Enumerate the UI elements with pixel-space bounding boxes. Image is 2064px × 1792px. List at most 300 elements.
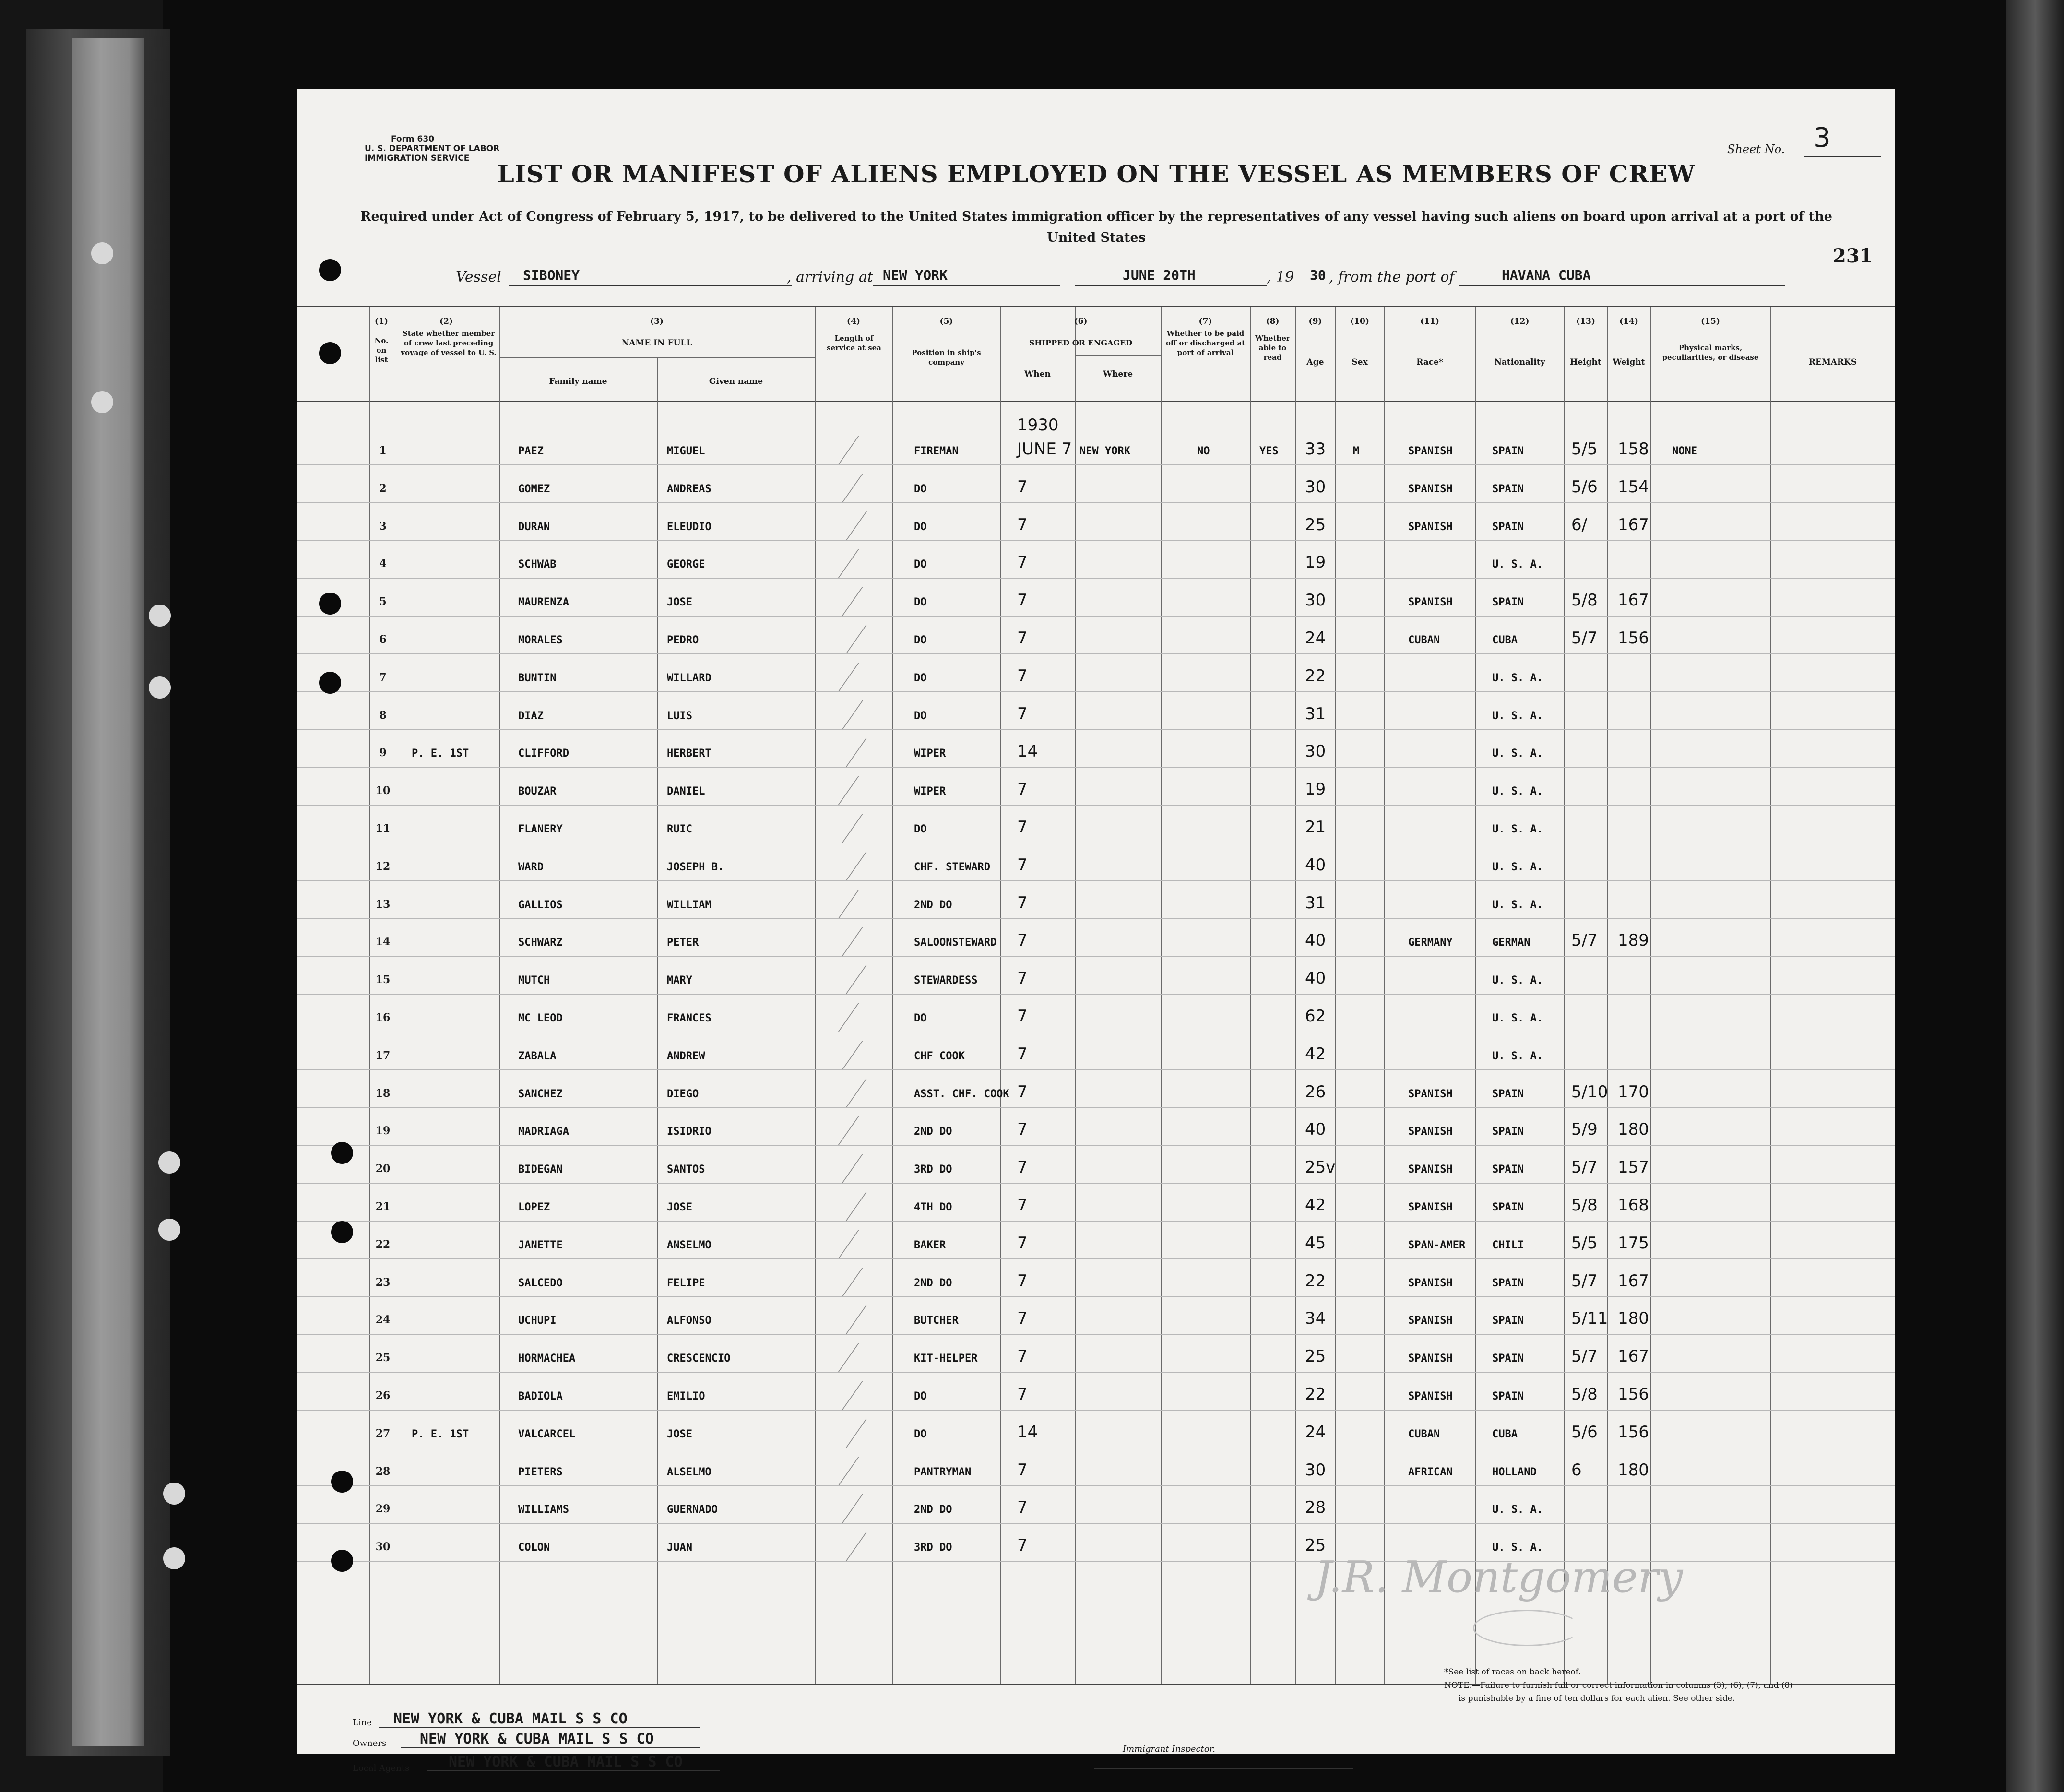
- col-line: [1335, 307, 1336, 1684]
- cell-weight: 156: [1618, 629, 1649, 648]
- cell-position: DO: [914, 521, 927, 533]
- sheet-no-value: 3: [1814, 122, 1831, 154]
- cell-weight: 167: [1618, 1347, 1649, 1366]
- binder-hole: [91, 242, 113, 264]
- cell-height: 5/8: [1571, 1385, 1598, 1404]
- cell-nationality: SPAIN: [1492, 1088, 1524, 1100]
- col-line: [1000, 307, 1001, 1684]
- from-port: HAVANA CUBA: [1502, 267, 1591, 283]
- form-id: [365, 134, 500, 163]
- col-num-12: (12): [1510, 317, 1530, 326]
- cell-position: DO: [914, 558, 927, 571]
- cell-race: AFRICAN: [1408, 1466, 1453, 1478]
- row-number: 20: [375, 1163, 391, 1175]
- owners-label: Owners: [353, 1738, 387, 1748]
- note-penalty-2: is punishable by a fine of ten dollars for each alien. See other side.: [1459, 1694, 1735, 1703]
- cell-nationality: HOLLAND: [1492, 1466, 1537, 1478]
- cell-race: SPANISH: [1408, 445, 1453, 457]
- row-rule: [297, 1410, 1895, 1411]
- cell-when-shipped: 7: [1017, 515, 1028, 534]
- cell-nationality: U. S. A.: [1492, 710, 1543, 722]
- cell-family-name: MUTCH: [518, 974, 550, 987]
- cell-age: 28: [1305, 1498, 1326, 1518]
- row-number: 22: [375, 1238, 391, 1251]
- line-label: Line: [353, 1718, 372, 1728]
- row-number: 3: [379, 520, 387, 533]
- cell-family-name: SCHWARZ: [518, 937, 563, 949]
- row-rule: [297, 1069, 1895, 1070]
- cell-when-shipped: 7: [1017, 1082, 1028, 1102]
- cell-when-shipped: 7: [1017, 893, 1028, 913]
- cell-age: 30: [1305, 591, 1326, 610]
- cell-race: SPANISH: [1408, 1163, 1453, 1176]
- col-num-13: (13): [1576, 317, 1595, 326]
- cell-age: 40: [1305, 931, 1326, 950]
- row-number: 8: [379, 709, 387, 722]
- cell-family-name: MADRIAGA: [518, 1126, 569, 1138]
- col-num-6: (6): [1074, 317, 1088, 326]
- cell-nationality: U. S. A.: [1492, 558, 1543, 571]
- cell-able-to-read: YES: [1259, 445, 1279, 457]
- cell-when-shipped: 7: [1017, 1498, 1028, 1518]
- vessel-name: SIBONEY: [523, 267, 580, 283]
- cell-position: PANTRYMAN: [914, 1466, 972, 1478]
- row-rule: [297, 653, 1895, 654]
- header-nationality: Nationality: [1494, 357, 1545, 367]
- cell-given-name: JOSE: [667, 1428, 692, 1440]
- header-given-name: Given name: [709, 377, 763, 386]
- cell-age: 42: [1305, 1196, 1326, 1215]
- cell-family-name: BADIOLA: [518, 1390, 563, 1402]
- col-line: [1161, 307, 1162, 1684]
- check-mark-icon: [837, 1419, 867, 1448]
- row-number: 30: [375, 1541, 391, 1554]
- row-number: 18: [375, 1087, 391, 1100]
- header-position: Position in ship's company: [912, 348, 981, 367]
- cell-age: 30: [1305, 742, 1326, 761]
- cell-nationality: SPAIN: [1492, 1277, 1524, 1289]
- cell-family-name: WILLIAMS: [518, 1504, 569, 1516]
- cell-nationality: U. S. A.: [1492, 1050, 1543, 1062]
- cell-weight: 154: [1618, 477, 1649, 497]
- row-number: 11: [375, 822, 391, 835]
- vessel-underline: [509, 285, 792, 286]
- header-age: Age: [1306, 357, 1324, 367]
- cell-family-name: SCHWAB: [518, 558, 557, 571]
- row-rule: [297, 767, 1895, 768]
- cell-weight: 180: [1618, 1460, 1649, 1480]
- cell-family-name: JANETTE: [518, 1239, 563, 1251]
- form-department: U. S. DEPARTMENT OF LABOR: [365, 144, 500, 154]
- cell-nationality: U. S. A.: [1492, 785, 1543, 798]
- form-service: IMMIGRATION SERVICE: [365, 154, 470, 163]
- cell-physical-marks: NONE: [1672, 445, 1697, 457]
- cell-height: 5/7: [1571, 1271, 1598, 1291]
- cell-when-shipped: 7: [1017, 477, 1028, 497]
- cell-position: WIPER: [914, 748, 946, 760]
- cell-family-name: BUNTIN: [518, 672, 557, 684]
- cell-nationality: U. S. A.: [1492, 861, 1543, 873]
- cell-position: 2ND DO: [914, 1126, 952, 1138]
- cell-height: 5/11: [1571, 1309, 1608, 1329]
- cell-age: 30: [1305, 1460, 1326, 1480]
- cell-height: 6: [1571, 1460, 1582, 1480]
- binder-hole: [158, 1151, 180, 1174]
- inspector-signature: J.R. Montgomery: [1315, 1552, 1683, 1602]
- agents-label: Local Agents: [353, 1763, 410, 1773]
- cell-height: 6/: [1571, 515, 1588, 534]
- cell-age: 33: [1305, 439, 1326, 459]
- cell-family-name: UCHUPI: [518, 1315, 557, 1327]
- cell-family-name: WARD: [518, 861, 544, 873]
- cell-weight: 158: [1618, 439, 1649, 459]
- row-rule: [297, 1221, 1895, 1222]
- cell-given-name: FELIPE: [667, 1277, 705, 1289]
- cell-given-name: JOSEPH B.: [667, 861, 724, 873]
- cell-given-name: DIEGO: [667, 1088, 699, 1100]
- check-mark-icon: [830, 436, 859, 464]
- row-rule: [297, 578, 1895, 579]
- col-num-8: (8): [1266, 317, 1280, 326]
- check-mark-icon: [837, 511, 867, 540]
- cell-age: 24: [1305, 629, 1326, 648]
- cell-nationality: SPAIN: [1492, 1163, 1524, 1176]
- row-number: 9: [379, 747, 387, 760]
- row-rule: [297, 1523, 1895, 1524]
- cell-position: BAKER: [914, 1239, 946, 1251]
- row-number: 16: [375, 1011, 391, 1024]
- cell-when-shipped: 7: [1017, 1233, 1028, 1253]
- cell-given-name: SANTOS: [667, 1163, 705, 1176]
- cell-position: CHF. STEWARD: [914, 861, 990, 873]
- line-underline: [379, 1727, 700, 1728]
- punch-hole: [331, 1550, 353, 1572]
- page-subtitle: Required under Act of Congress of February 5, 1917, to be delivered to the United States immigration officer by the representatives of any vessel having such aliens on board upon arrival at a port of the United States: [360, 209, 1832, 245]
- cell-position: 2ND DO: [914, 1504, 952, 1516]
- table-top-border: [297, 306, 1895, 307]
- header-shipped-engaged: SHIPPED OR ENGAGED: [1029, 338, 1133, 347]
- header-no-on-list: No. on list: [374, 336, 389, 364]
- check-mark-icon: [833, 927, 863, 956]
- check-mark-icon: [837, 1532, 867, 1561]
- cell-family-name: GALLIOS: [518, 899, 563, 911]
- check-mark-icon: [837, 1079, 867, 1107]
- row-rule: [297, 464, 1895, 465]
- cell-when-shipped: 7: [1017, 591, 1028, 610]
- inspector-line: [1094, 1768, 1353, 1769]
- header-remarks: REMARKS: [1808, 357, 1857, 367]
- cell-position: DO: [914, 596, 927, 609]
- col-line: [1295, 307, 1296, 1684]
- cell-height: 5/8: [1571, 1196, 1598, 1215]
- cell-family-name: MC LEOD: [518, 1012, 563, 1024]
- cell-position: WIPER: [914, 785, 946, 798]
- col-line: [1607, 307, 1608, 1684]
- cell-when-shipped: 7: [1017, 855, 1028, 875]
- cell-given-name: JOSE: [667, 596, 692, 609]
- row-rule: [297, 1107, 1895, 1108]
- cell-given-name: ISIDRIO: [667, 1126, 712, 1138]
- row-number: 14: [375, 936, 391, 949]
- cell-family-name: DURAN: [518, 521, 550, 533]
- cell-family-name: PAEZ: [518, 445, 544, 457]
- header-when: When: [1024, 369, 1051, 379]
- punch-hole: [319, 672, 341, 694]
- cell-position: DO: [914, 634, 927, 646]
- cell-position: 3RD DO: [914, 1542, 952, 1554]
- cell-nationality: U. S. A.: [1492, 1012, 1543, 1024]
- owners-underline: [401, 1747, 700, 1748]
- col-line: [1384, 307, 1385, 1684]
- cell-nationality: SPAIN: [1492, 1315, 1524, 1327]
- from-label: , from the port of: [1329, 269, 1455, 285]
- cell-nationality: SPAIN: [1492, 1353, 1524, 1365]
- check-mark-icon: [833, 1494, 863, 1523]
- cell-given-name: RUIC: [667, 823, 692, 835]
- row-rule: [297, 1258, 1895, 1259]
- binder-hole: [158, 1219, 180, 1241]
- cell-given-name: ALSELMO: [667, 1466, 712, 1478]
- header-name-in-full: NAME IN FULL: [621, 338, 692, 348]
- cell-age: 25: [1305, 1347, 1326, 1366]
- cell-position: DO: [914, 710, 927, 722]
- row-number: 24: [375, 1314, 391, 1327]
- owners-value: NEW YORK & CUBA MAIL S S CO: [420, 1731, 654, 1747]
- cell-when-shipped: 14: [1017, 742, 1038, 761]
- cell-given-name: WILLIAM: [667, 899, 712, 911]
- binder-strip-light: [72, 38, 144, 1746]
- check-mark-icon: [830, 1343, 859, 1372]
- cell-weight: 167: [1618, 1271, 1649, 1291]
- col-num-2: (2): [439, 317, 453, 326]
- check-mark-icon: [833, 1041, 863, 1069]
- cell-age: 25: [1305, 1536, 1326, 1555]
- check-mark-icon: [830, 1230, 859, 1258]
- cell-position: ASST. CHF. COOK: [914, 1088, 1009, 1100]
- cell-weight: 167: [1618, 515, 1649, 534]
- check-mark-icon: [830, 549, 859, 578]
- cell-given-name: DANIEL: [667, 785, 705, 798]
- cell-given-name: PETER: [667, 937, 699, 949]
- col-num-9: (9): [1308, 317, 1322, 326]
- cell-given-name: JOSE: [667, 1201, 692, 1213]
- cell-when-shipped: 7: [1017, 1536, 1028, 1555]
- cell-position: STEWARDESS: [914, 974, 978, 987]
- col-line: [1475, 307, 1476, 1684]
- cell-when-shipped: 7: [1017, 704, 1028, 724]
- row-rule: [297, 956, 1895, 957]
- signature-flourish: [1473, 1610, 1581, 1646]
- cell-nationality: U. S. A.: [1492, 1542, 1543, 1554]
- header-height: Height: [1570, 357, 1601, 367]
- cell-when-shipped: 7: [1017, 666, 1028, 686]
- cell-family-name: LOPEZ: [518, 1201, 550, 1213]
- cell-weight: 156: [1618, 1385, 1649, 1404]
- binder-hole: [163, 1547, 185, 1569]
- cell-position: FIREMAN: [914, 445, 959, 457]
- cell-given-name: ANSELMO: [667, 1239, 712, 1251]
- cell-when-shipped: 14: [1017, 1422, 1038, 1442]
- row-number: 29: [375, 1503, 391, 1516]
- header-length-service: Length of service at sea: [827, 334, 881, 352]
- cell-nationality: SPAIN: [1492, 521, 1524, 533]
- cell-given-name: ANDREW: [667, 1050, 705, 1062]
- row-number: 10: [375, 784, 391, 797]
- binder-hole: [149, 676, 171, 699]
- cell-family-name: FLANERY: [518, 823, 563, 835]
- cell-nationality: SPAIN: [1492, 1126, 1524, 1138]
- header-weight: Weight: [1613, 357, 1645, 367]
- cell-height: 5/5: [1571, 1233, 1598, 1253]
- cell-weight: 180: [1618, 1309, 1649, 1329]
- cell-when-shipped: 7: [1017, 1347, 1028, 1366]
- arriving-underline: [873, 285, 1060, 286]
- cell-nationality: SPAIN: [1492, 596, 1524, 609]
- agents-underline: [427, 1770, 720, 1771]
- cell-position: SALOONSTEWARD: [914, 937, 997, 949]
- cell-height: 5/7: [1571, 629, 1598, 648]
- check-mark-icon: [833, 1268, 863, 1296]
- form-number: Form 630: [391, 134, 435, 144]
- cell-age: 30: [1305, 477, 1326, 497]
- row-rule: [297, 805, 1895, 806]
- page-edge-right: [2006, 0, 2064, 1792]
- cell-age: 34: [1305, 1309, 1326, 1329]
- note-races: *See list of races on back hereof.: [1444, 1667, 1581, 1677]
- row-rule: [297, 1296, 1895, 1297]
- check-mark-icon: [830, 663, 859, 691]
- cell-given-name: CRESCENCIO: [667, 1353, 731, 1365]
- row-number: 25: [375, 1352, 391, 1365]
- col-line: [1650, 307, 1651, 1684]
- col-line: [499, 307, 500, 1684]
- row-number: 15: [375, 973, 391, 986]
- row-rule: [297, 729, 1895, 730]
- col-num-7: (7): [1198, 317, 1212, 326]
- cell-position: 4TH DO: [914, 1201, 952, 1213]
- cell-race: SPANISH: [1408, 1088, 1453, 1100]
- cell-nationality: U. S. A.: [1492, 974, 1543, 987]
- cell-age: 40: [1305, 855, 1326, 875]
- row-rule: [297, 994, 1895, 995]
- note-penalty-1: NOTE.—Failure to furnish full or correct information in columns (3), (6), (7), and (8): [1444, 1681, 1793, 1690]
- cell-nationality: U. S. A.: [1492, 672, 1543, 684]
- check-mark-icon: [837, 625, 867, 653]
- row-rule: [297, 1183, 1895, 1184]
- check-mark-icon: [833, 474, 863, 502]
- cell-weight: 175: [1618, 1233, 1649, 1253]
- header-physical-marks: Physical marks, peculiarities, or disease: [1662, 344, 1759, 362]
- cell-family-name: COLON: [518, 1542, 550, 1554]
- row-number: 6: [379, 633, 387, 646]
- row-rule: [297, 540, 1895, 541]
- cell-prev-voyage: P. E. 1ST: [412, 1428, 469, 1440]
- cell-when-shipped: 7: [1017, 1044, 1028, 1064]
- cell-when-shipped: JUNE 7: [1017, 439, 1072, 459]
- check-mark-icon: [830, 776, 859, 805]
- check-mark-icon: [833, 1381, 863, 1410]
- header-paid-off: Whether to be paid off or discharged at port of arrival: [1165, 329, 1246, 357]
- cell-when-shipped: 7: [1017, 1007, 1028, 1026]
- row-number: 21: [375, 1200, 391, 1213]
- row-number: 26: [375, 1389, 391, 1402]
- table-header-border: [297, 401, 1895, 402]
- cell-position: 2ND DO: [914, 899, 952, 911]
- agents-value: NEW YORK & CUBA MAIL S S CO: [449, 1754, 683, 1770]
- cell-when-shipped: 7: [1017, 818, 1028, 837]
- cell-given-name: EMILIO: [667, 1390, 705, 1402]
- cell-when-shipped: 7: [1017, 969, 1028, 988]
- cell-position: DO: [914, 1012, 927, 1024]
- cell-height: 5/7: [1571, 1347, 1598, 1366]
- page-number: 231: [1833, 245, 1873, 267]
- check-mark-icon: [830, 1116, 859, 1145]
- cell-age: 40: [1305, 1120, 1326, 1139]
- cell-race: SPAN-AMER: [1408, 1239, 1466, 1251]
- cell-family-name: BOUZAR: [518, 785, 557, 798]
- cell-race: GERMANY: [1408, 937, 1453, 949]
- check-mark-icon: [833, 587, 863, 616]
- row-rule: [297, 880, 1895, 881]
- cell-age: 62: [1305, 1007, 1326, 1026]
- cell-race: SPANISH: [1408, 1201, 1453, 1213]
- cell-height: 5/6: [1571, 1422, 1598, 1442]
- check-mark-icon: [833, 700, 863, 729]
- cell-when-shipped: 7: [1017, 780, 1028, 799]
- col-num-1: (1): [375, 317, 388, 326]
- cell-race: SPANISH: [1408, 1353, 1453, 1365]
- row-number: 5: [379, 595, 387, 608]
- header-family-name: Family name: [549, 377, 607, 386]
- cell-race: SPANISH: [1408, 1126, 1453, 1138]
- cell-height: 5/7: [1571, 1158, 1598, 1177]
- cell-age: 25v: [1305, 1158, 1336, 1177]
- binder-hole: [163, 1483, 185, 1505]
- cell-nationality: U. S. A.: [1492, 1504, 1543, 1516]
- binder-hole: [149, 605, 171, 627]
- cell-age: 31: [1305, 704, 1326, 724]
- cell-given-name: ELEUDIO: [667, 521, 712, 533]
- cell-given-name: LUIS: [667, 710, 692, 722]
- cell-position: DO: [914, 1428, 927, 1440]
- row-number: 1: [379, 444, 387, 457]
- cell-family-name: MORALES: [518, 634, 563, 646]
- col-num-15: (15): [1701, 317, 1720, 326]
- check-mark-icon: [837, 1192, 867, 1221]
- cell-age: 26: [1305, 1082, 1326, 1102]
- cell-prev-voyage: P. E. 1ST: [412, 748, 469, 760]
- cell-family-name: SANCHEZ: [518, 1088, 563, 1100]
- cell-weight: 167: [1618, 591, 1649, 610]
- cell-position: BUTCHER: [914, 1315, 959, 1327]
- cell-height: 5/6: [1571, 477, 1598, 497]
- year-suffix: 30: [1310, 267, 1326, 283]
- cell-race: SPANISH: [1408, 521, 1453, 533]
- cell-age: 22: [1305, 666, 1326, 686]
- cell-race: SPANISH: [1408, 1390, 1453, 1402]
- col-line: [1564, 307, 1565, 1684]
- line-value: NEW YORK & CUBA MAIL S S CO: [393, 1710, 628, 1727]
- cell-given-name: GUERNADO: [667, 1504, 718, 1516]
- cell-age: 24: [1305, 1422, 1326, 1442]
- name-subheader-line: [499, 357, 815, 358]
- cell-nationality: CHILI: [1492, 1239, 1524, 1251]
- header-able-read: Whether able to read: [1255, 334, 1290, 362]
- row-rule: [297, 616, 1895, 617]
- cell-given-name: PEDRO: [667, 634, 699, 646]
- cell-nationality: SPAIN: [1492, 483, 1524, 495]
- cell-when-shipped: 7: [1017, 1196, 1028, 1215]
